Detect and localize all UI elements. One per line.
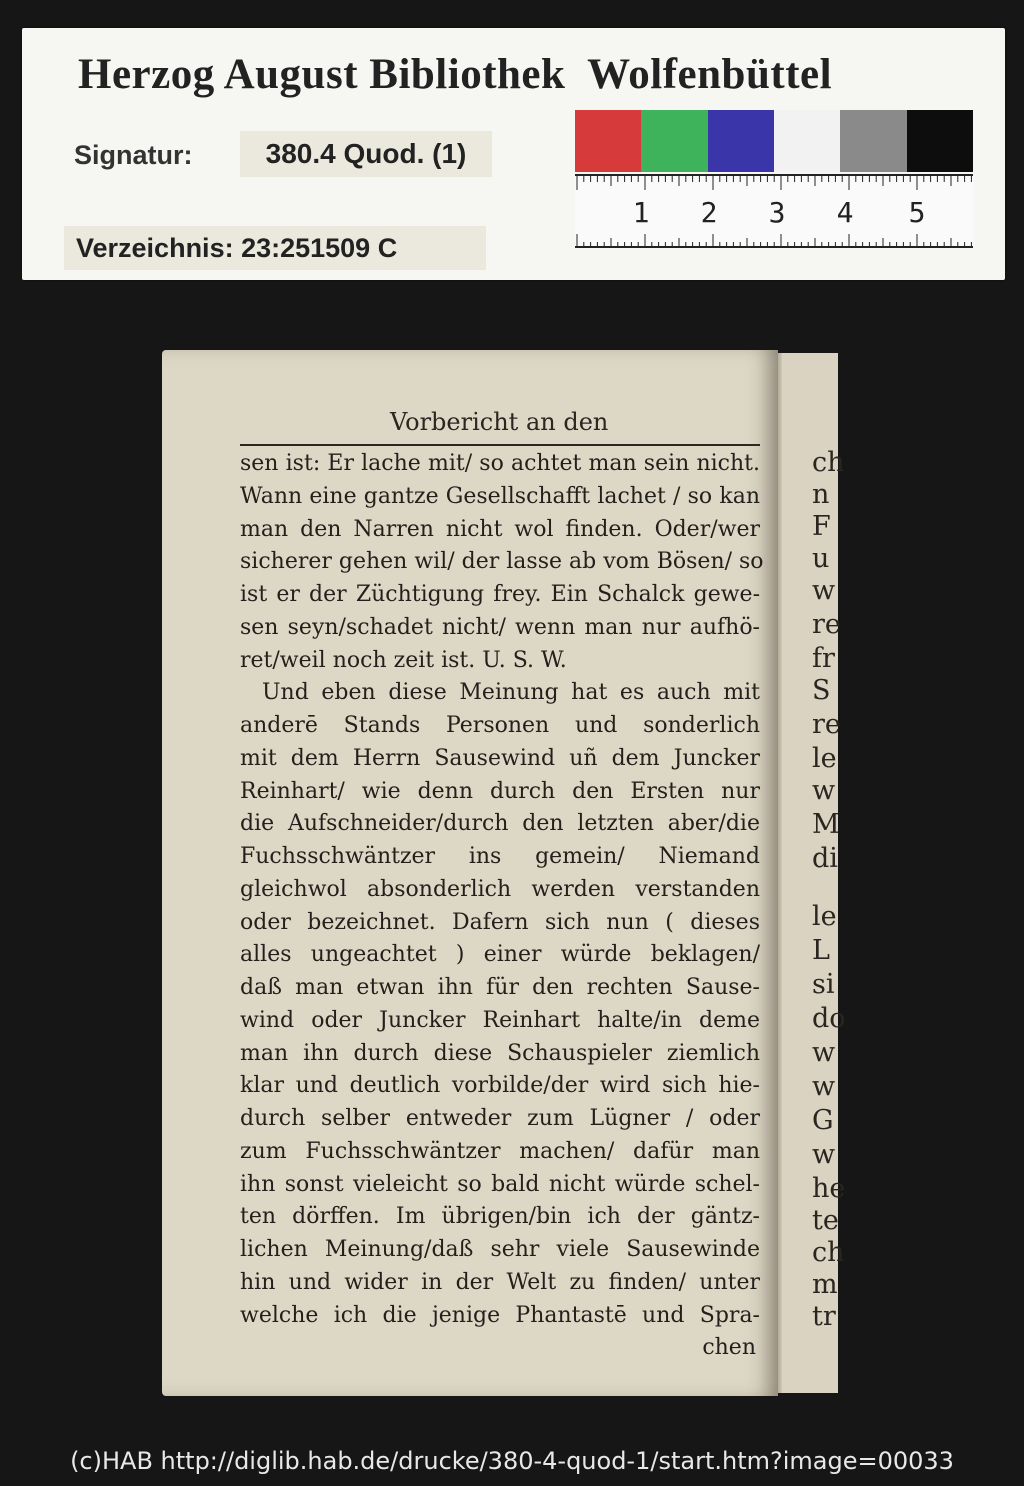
facing-fragment: si xyxy=(812,969,835,1000)
facing-fragment: w xyxy=(812,575,836,606)
text-line: sen ist: Er lache mit/ so achtet man sein nicht. xyxy=(240,451,760,476)
facing-fragment: n xyxy=(812,479,830,510)
text-line: Reinhart/ wie denn durch den Ersten nur xyxy=(240,778,760,804)
text-line: wind oder Juncker Reinhart halte/in deme xyxy=(240,1007,760,1033)
header-rule xyxy=(240,444,760,446)
text-line: ret/weil noch zeit ist. U. S. W. xyxy=(240,647,567,673)
text-line: man den Narren nicht wol finden. Oder/wer xyxy=(240,516,760,542)
text-line: ihn sonst vieleicht so bald nicht würde schel- xyxy=(240,1171,760,1197)
facing-fragment: L xyxy=(812,935,830,966)
facing-fragment: do xyxy=(812,1003,846,1034)
swatch-green xyxy=(641,110,707,172)
text-line: sen seyn/schadet nicht/ wenn man nur aufhö- xyxy=(240,614,760,640)
text-line: mit dem Herrn Sausewind uñ dem Juncker xyxy=(240,745,760,771)
facing-fragment: di xyxy=(812,843,838,874)
copyright-url: (c)HAB http://diglib.hab.de/drucke/380-4-quod-1/start.htm?image=00033 xyxy=(70,1447,954,1475)
text-line: durch selber entweder zum Lügner / oder xyxy=(240,1106,760,1131)
text-line: lichen Meinung/daß sehr viele Sausewinde xyxy=(240,1237,760,1262)
text-line: Wann eine gantze Gesellschafft lachet / so kan xyxy=(240,483,760,509)
facing-fragment: w xyxy=(812,1037,836,1068)
text-line: Und eben diese Meinung hat es auch mit xyxy=(262,680,760,706)
text-line: zum Fuchsschwäntzer machen/ dafür man xyxy=(240,1138,760,1164)
text-line: welche ich die jenige Phantastē und Spra- xyxy=(240,1302,760,1328)
facing-fragment: m xyxy=(812,1269,838,1300)
text-line: die Aufschneider/durch den letzten aber/die xyxy=(240,811,760,837)
facing-fragment: re xyxy=(812,709,841,740)
book-page xyxy=(162,350,778,1396)
ruler-number-3: 3 xyxy=(768,196,786,229)
facing-fragment: ch xyxy=(812,1237,845,1268)
facing-fragment: S xyxy=(812,675,831,706)
text-line: ist er der Züchtigung frey. Ein Schalck gewe- xyxy=(240,582,760,607)
text-line: gleichwol absonderlich werden verstanden xyxy=(240,876,760,902)
catchword: chen xyxy=(702,1335,756,1361)
color-calibration-bar xyxy=(575,110,973,172)
ruler-number-5: 5 xyxy=(908,196,926,229)
facing-fragment: ch xyxy=(812,447,845,478)
facing-fragment: tr xyxy=(812,1301,836,1332)
facing-fragment: le xyxy=(812,743,837,774)
verzeichnis-label: Verzeichnis: 23:251509 C xyxy=(64,226,486,270)
facing-fragment: F xyxy=(812,511,831,542)
facing-fragment: re xyxy=(812,609,841,640)
swatch-red xyxy=(575,110,641,172)
facing-fragment: le xyxy=(812,901,837,932)
facing-fragment: fr xyxy=(812,643,835,674)
facing-page xyxy=(768,353,846,1393)
facing-fragment: G xyxy=(812,1105,834,1136)
library-card xyxy=(22,28,1005,280)
library-name: Herzog August Bibliothek Wolfenbüttel xyxy=(78,51,833,98)
text-line: man ihn durch diese Schauspieler ziemlich xyxy=(240,1040,760,1066)
ruler-number-4: 4 xyxy=(836,196,854,229)
facing-fragment: w xyxy=(812,1071,836,1102)
scale-ruler xyxy=(575,174,973,248)
swatch-black xyxy=(907,110,973,172)
swatch-blue xyxy=(708,110,774,172)
facing-fragment: M xyxy=(812,809,840,840)
facing-fragment: u xyxy=(812,543,830,574)
text-line: sicherer gehen wil/ der lasse ab vom Bösen/ so xyxy=(240,549,764,575)
swatch-gray xyxy=(840,110,906,172)
text-line: anderē Stands Personen und sonderlich xyxy=(240,713,760,738)
facing-fragment: he xyxy=(812,1173,846,1204)
text-line: klar und deutlich vorbilde/der wird sich hie- xyxy=(240,1073,760,1099)
text-line: Fuchsschwäntzer ins gemein/ Niemand xyxy=(240,844,760,869)
text-line: alles ungeachtet ) einer würde beklagen/ xyxy=(240,942,760,968)
swatch-white xyxy=(774,110,840,172)
signatur-value: 380.4 Quod. (1) xyxy=(240,131,492,177)
facing-fragment: te xyxy=(812,1205,839,1236)
text-line: oder bezeichnet. Dafern sich nun ( dieses xyxy=(240,909,760,935)
page-text xyxy=(240,448,764,1365)
text-line: daß man etwan ihn für den rechten Sause- xyxy=(240,975,760,1000)
facing-fragment: w xyxy=(812,775,836,806)
ruler-number-2: 2 xyxy=(700,196,718,229)
facing-fragment: w xyxy=(812,1139,836,1170)
signatur-label: Signatur: xyxy=(74,140,193,170)
text-line: ten dörffen. Im übrigen/bin ich der gäntz- xyxy=(240,1204,760,1230)
ruler-number-1: 1 xyxy=(632,196,650,229)
text-line: hin und wider in der Welt zu finden/ unter xyxy=(240,1269,760,1295)
running-head: Vorbericht an den xyxy=(390,408,609,436)
